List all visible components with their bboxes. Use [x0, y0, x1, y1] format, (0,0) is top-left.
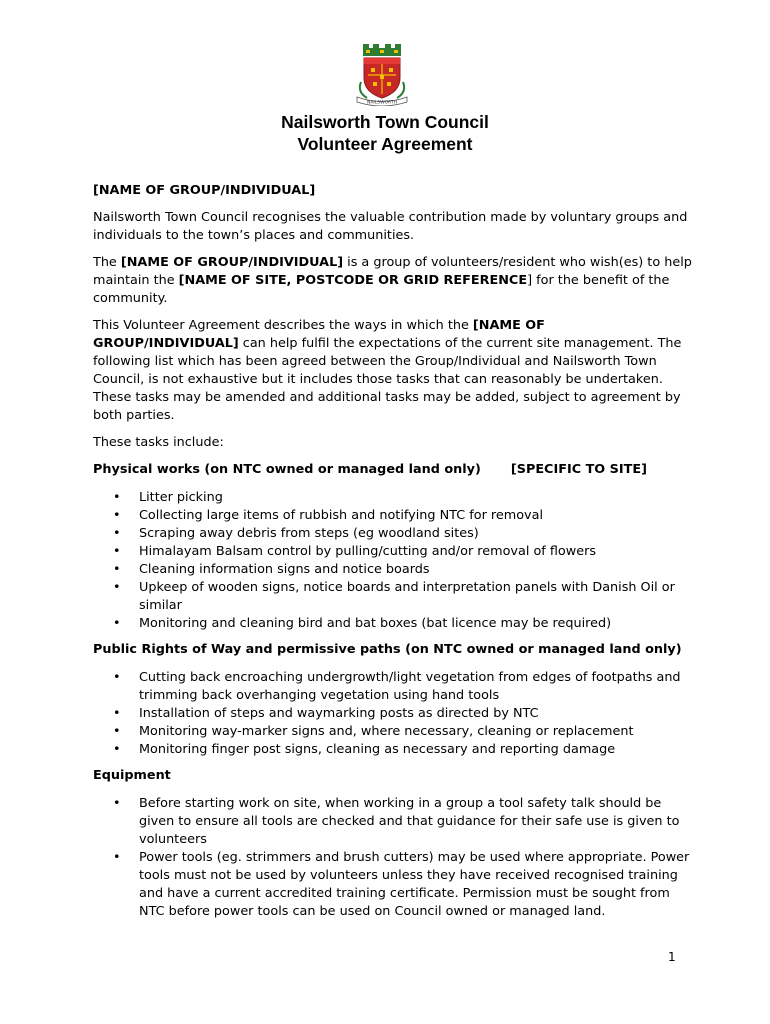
list-item: • Cutting back encroaching undergrowth/light vegetation from edges of footpaths and trimming back overhanging vegetation using hand tools	[93, 669, 693, 705]
list-item: • Himalayam Balsam control by pulling/cutting and/or removal of flowers	[93, 543, 693, 561]
title-line-1: Nailsworth Town Council	[281, 112, 489, 132]
document-body	[93, 182, 693, 929]
equipment-list	[93, 795, 693, 921]
svg-text:NAILSWORTH: NAILSWORTH	[366, 100, 398, 106]
list-item: • Before starting work on site, when working in a group a tool safety talk should be given to ensure all tools are checked and that guidance for their safe use is given to volunteers	[93, 795, 693, 849]
physical-works-list	[93, 489, 693, 633]
intro-paragraph: Nailsworth Town Council recognises the valuable contribution made by voluntary groups and individuals to the town’s places and communities.	[93, 210, 688, 243]
council-crest-icon	[349, 42, 415, 106]
list-item: • Upkeep of wooden signs, notice boards and interpretation panels with Danish Oil or similar	[93, 579, 693, 615]
rights-of-way-list	[93, 669, 693, 759]
list-item: • Power tools (eg. strimmers and brush cutters) may be used where appropriate. Power tools must not be used by volunteers unless they have received recognised training and have a current accredited training certificate. Permission must be sought from NTC before power tools can be used on Council owned or managed land.	[93, 849, 693, 921]
list-item: • Monitoring way-marker signs and, where necessary, cleaning or replacement	[93, 723, 693, 741]
section-rights-of-way-heading: Public Rights of Way and permissive paths (on NTC owned or managed land only)	[93, 642, 682, 657]
paragraph-3: This Volunteer Agreement describes the ways in which the [NAME OF GROUP/INDIVIDUAL] can help fulfil the expectations of the current site management. The following list which has been agreed between the Group/Individual and Nailsworth Town Council, is not exhaustive but it includes those tasks that can reasonably be undertaken. These tasks may be amended and additional tasks may be added, subject to agreement by both parties.	[93, 318, 682, 423]
paragraph-2: The [NAME OF GROUP/INDIVIDUAL] is a group of volunteers/resident who wish(es) to help maintain the [NAME OF SITE, POSTCODE OR GRID REFERENCE] for the benefit of the community.	[93, 255, 692, 306]
list-item: • Cleaning information signs and notice boards	[93, 561, 693, 579]
section-physical-works-heading: Physical works (on NTC owned or managed land only) [SPECIFIC TO SITE]	[93, 462, 647, 477]
site-specific-tag: [SPECIFIC TO SITE]	[510, 462, 647, 477]
page-title	[0, 111, 770, 155]
list-item: • Installation of steps and waymarking posts as directed by NTC	[93, 705, 693, 723]
list-item: • Monitoring finger post signs, cleaning as necessary and reporting damage	[93, 741, 693, 759]
title-line-2: Volunteer Agreement	[297, 134, 473, 154]
list-item: • Monitoring and cleaning bird and bat boxes (bat licence may be required)	[93, 615, 693, 633]
list-item: • Litter picking	[93, 489, 693, 507]
list-item: • Scraping away debris from steps (eg woodland sites)	[93, 525, 693, 543]
tasks-intro: These tasks include:	[93, 435, 224, 450]
list-item: • Collecting large items of rubbish and notifying NTC for removal	[93, 507, 693, 525]
group-heading: [NAME OF GROUP/INDIVIDUAL]	[93, 183, 316, 198]
page-number: 1	[668, 950, 676, 964]
section-equipment-heading: Equipment	[93, 768, 171, 783]
